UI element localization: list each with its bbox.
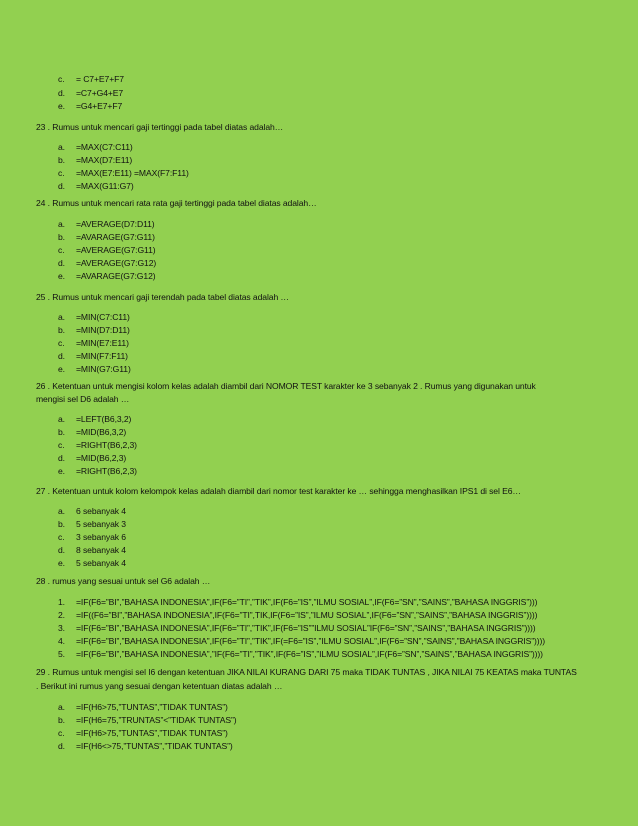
option-label: c. <box>58 74 65 84</box>
option-text: =MAX(C7:C11) <box>76 142 133 152</box>
list-item <box>58 168 189 179</box>
list-item <box>58 312 130 323</box>
option-label: a. <box>58 219 65 229</box>
list-item <box>58 232 155 243</box>
option-text: =IF((F6=”BI”,”BAHASA INDONESIA”,IF(F6=”TI”,TIK,IF(F6=”IS”,”ILMU SOSIAL”,IF(F6=”SN”,”SAINS”,”BAHASA INGGRIS”)))) <box>76 610 538 620</box>
option-text: =AVARAGE(G7:G12) <box>76 271 156 281</box>
option-text: 8 sebanyak 4 <box>76 545 126 555</box>
list-item <box>58 271 156 282</box>
list-item <box>58 101 122 112</box>
question-26: 26 . Ketentuan untuk mengisi kolom kelas adalah diambil dari NOMOR TEST karakter ke 3 sebanyak 2 . Rumus yang digunakan untuk <box>36 381 536 391</box>
option-label: 5. <box>58 649 65 659</box>
option-text: =MAX(D7:E11) <box>76 155 133 165</box>
option-text: =IF(F6=”BI”,”BAHASA INDONESIA”,IF(F6=”TI”,”TIK”,IF(=F6=”IS”,”ILMU SOSIAL”,IF(F6=”SN”,”SAINS”,”BAHASA INGGRIS”)))) <box>76 636 546 646</box>
option-text: =MIN(E7:E11) <box>76 338 129 348</box>
question-28: 28 . rumus yang sesuai untuk sel G6 adalah … <box>36 576 211 586</box>
list-item <box>58 338 129 349</box>
option-label: e. <box>58 466 65 476</box>
option-text: =RIGHT(B6,2,3) <box>76 466 137 476</box>
list-item <box>58 351 128 362</box>
option-label: d. <box>58 545 65 555</box>
option-text: 6 sebanyak 4 <box>76 506 126 516</box>
option-text: =MID(B6,3,2) <box>76 427 127 437</box>
option-label: e. <box>58 364 65 374</box>
option-label: a. <box>58 702 65 712</box>
option-text: = C7+E7+F7 <box>76 74 124 84</box>
list-item <box>58 142 133 153</box>
list-item <box>58 545 126 556</box>
option-label: c. <box>58 338 65 348</box>
option-label: c. <box>58 245 65 255</box>
list-item <box>58 649 543 660</box>
option-text: =IF(H6<>75,”TUNTAS”,”TIDAK TUNTAS”) <box>76 741 233 751</box>
option-label: c. <box>58 168 65 178</box>
list-item <box>58 414 131 425</box>
option-text: =IF(H6>75,”TUNTAS”,”TIDAK TUNTAS”) <box>76 728 228 738</box>
option-text: =AVERAGE(G7:G11) <box>76 245 156 255</box>
list-item <box>58 636 545 647</box>
option-text: 3 sebanyak 6 <box>76 532 126 542</box>
option-text: =MID(B6,2,3) <box>76 453 127 463</box>
list-item <box>58 597 537 608</box>
option-text: =AVERAGE(D7:D11) <box>76 219 155 229</box>
option-label: b. <box>58 519 65 529</box>
option-label: d. <box>58 181 65 191</box>
option-text: =IF(F6=”BI”,”BAHASA INDONESIA”,”IF(F6=”TI”,”TIK”,IF(F6=”IS”,”ILMU SOSIAL”,IF(F6=”SN”,”SAINS”,”BAHASA INGGRIS”)))) <box>76 649 543 659</box>
list-item <box>58 258 156 269</box>
option-text: =AVERAGE(G7:G12) <box>76 258 157 268</box>
list-item <box>58 466 137 477</box>
list-item <box>58 74 124 85</box>
option-label: d. <box>58 88 65 98</box>
question-26-continued: mengisi sel D6 adalah … <box>36 394 130 404</box>
list-item <box>58 506 126 517</box>
option-text: =G4+E7+F7 <box>76 101 123 111</box>
option-text: =IF(F6=”BI”,”BAHASA INDONESIA”,IF(F6=”TI”,”TIK”,IF(F6=”IS””ILMU SOSIAL”IF(F6=”SN”,”SAINS”,”BAHASA INGGRIS”)))) <box>76 623 536 633</box>
list-item <box>58 181 134 192</box>
list-item <box>58 219 155 230</box>
option-label: e. <box>58 558 65 568</box>
option-text: =MAX(G11:G7) <box>76 181 134 191</box>
list-item <box>58 610 537 621</box>
list-item <box>58 88 123 99</box>
option-text: =MIN(D7:D11) <box>76 325 130 335</box>
option-label: b. <box>58 232 65 242</box>
list-item <box>58 155 132 166</box>
list-item <box>58 532 126 543</box>
question-23: 23 . Rumus untuk mencari gaji tertinggi pada tabel diatas adalah… <box>36 122 284 132</box>
option-text: =MAX(E7:E11) =MAX(F7:F11) <box>76 168 189 178</box>
option-label: e. <box>58 271 65 281</box>
list-item <box>58 440 137 451</box>
option-text: =IF(F6=”BI”,”BAHASA INDONESIA”,IF(F6=”TI”,”TIK”,IF(F6=”IS”,”ILMU SOSIAL”,IF(F6=”SN”,”SAINS”,”BAHASA INGGRIS”))) <box>76 597 538 607</box>
option-label: d. <box>58 453 65 463</box>
option-label: d. <box>58 258 65 268</box>
list-item <box>58 245 156 256</box>
option-text: =MIN(F7:F11) <box>76 351 128 361</box>
question-24: 24 . Rumus untuk mencari rata rata gaji tertinggi pada tabel diatas adalah… <box>36 198 317 208</box>
option-text: =IF(H6=75,”TRUNTAS”<”TIDAK TUNTAS”) <box>76 715 237 725</box>
option-label: b. <box>58 427 65 437</box>
option-label: 2. <box>58 610 65 620</box>
list-item <box>58 453 126 464</box>
option-label: 4. <box>58 636 65 646</box>
option-label: a. <box>58 142 65 152</box>
option-label: c. <box>58 532 65 542</box>
option-text: =IF(H6>75,”TUNTAS”,”TIDAK TUNTAS”) <box>76 702 228 712</box>
list-item <box>58 364 131 375</box>
list-item <box>58 427 126 438</box>
option-label: c. <box>58 440 65 450</box>
option-text: 5 sebanyak 3 <box>76 519 126 529</box>
question-27: 27 . Ketentuan untuk kolom kelompok kelas adalah diambil dari nomor test karakter ke … sehingga menghasilkan IPS1 di sel E6… <box>36 486 521 496</box>
option-text: =AVARAGE(G7:G11) <box>76 232 155 242</box>
list-item <box>58 702 228 713</box>
option-label: 1. <box>58 597 65 607</box>
list-item <box>58 741 233 752</box>
option-label: b. <box>58 155 65 165</box>
option-text: 5 sebanyak 4 <box>76 558 126 568</box>
option-label: e. <box>58 101 65 111</box>
option-text: =RIGHT(B6,2,3) <box>76 440 137 450</box>
option-label: c. <box>58 728 65 738</box>
list-item <box>58 519 126 530</box>
option-text: =MIN(C7:C11) <box>76 312 130 322</box>
question-29: 29 . Rumus untuk mengisi sel I6 dengan ketentuan JIKA NILAI KURANG DARI 75 maka TIDAK TUNTAS , JIKA NILAI 75 KEATAS maka TUNTAS <box>36 667 577 677</box>
list-item <box>58 623 536 634</box>
question-25: 25 . Rumus untuk mencari gaji terendah pada tabel diatas adalah … <box>36 292 289 302</box>
option-label: a. <box>58 312 65 322</box>
list-item <box>58 715 237 726</box>
option-label: a. <box>58 506 65 516</box>
list-item <box>58 728 228 739</box>
option-text: =MIN(G7:G11) <box>76 364 131 374</box>
option-label: d. <box>58 351 65 361</box>
option-label: b. <box>58 325 65 335</box>
option-text: =C7+G4+E7 <box>76 88 124 98</box>
option-label: a. <box>58 414 65 424</box>
option-text: =LEFT(B6,3,2) <box>76 414 132 424</box>
option-label: 3. <box>58 623 65 633</box>
list-item <box>58 325 130 336</box>
list-item <box>58 558 126 569</box>
question-29-continued: . Berikut ini rumus yang sesuai dengan ketentuan diatas adalah … <box>36 681 283 691</box>
option-label: b. <box>58 715 65 725</box>
option-label: d. <box>58 741 65 751</box>
